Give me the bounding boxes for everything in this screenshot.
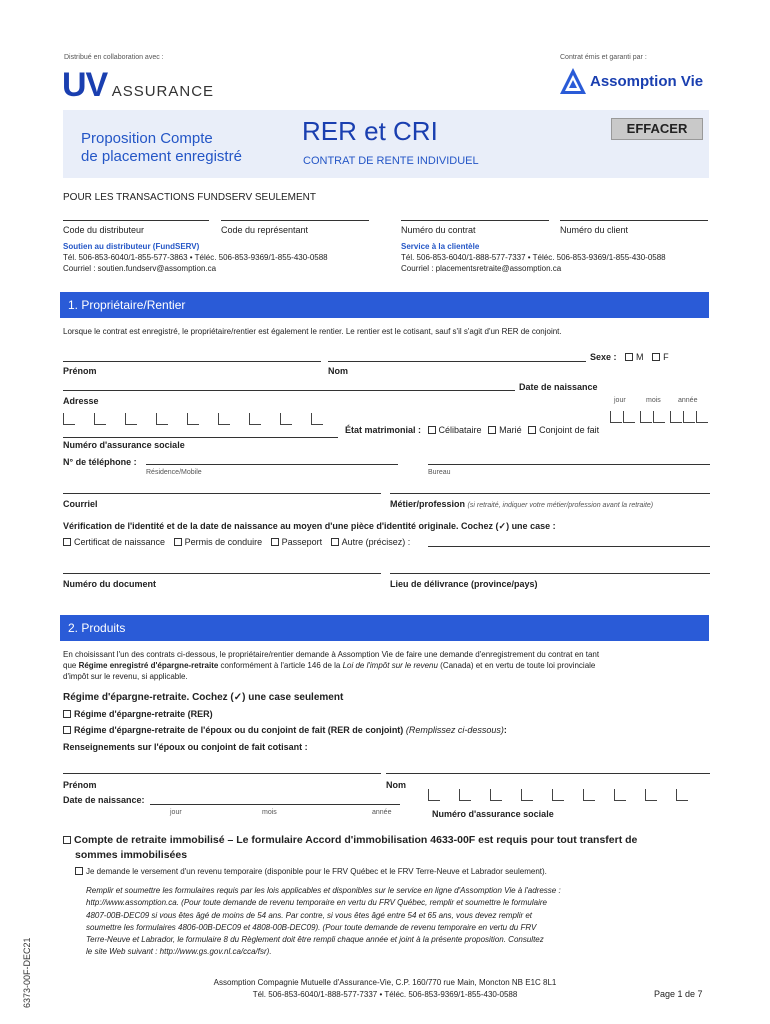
footer-address: Assomption Compagnie Mutuelle d'Assurance-Vie, C.P. 160/770 rue Main, Moncton NB E1C 8L1 [213,978,557,987]
metier-label: Métier/profession [390,499,466,509]
uv-logo [62,66,214,105]
dob-digit-boxes[interactable] [610,405,710,429]
fundserv-heading: POUR LES TRANSACTIONS FUNDSERV SEULEMENT [63,192,317,203]
page-number: Page 1 de 7 [654,989,703,999]
dob-annee-label: année [678,397,698,404]
note-line-3: 4807-00B-DEC09 si vous êtes âgé de moins de 54 ans. Par contre, si vous êtes âgé entre 54 et 65 ans, vous devez remplir et [86,910,533,920]
rer-conjoint-colon: : [503,725,507,735]
lieu-field[interactable] [390,573,710,574]
telephone-bureau-field[interactable] [428,464,710,465]
dob-mois-label: mois [646,397,661,404]
sexe-f-checkbox[interactable] [652,353,660,361]
code-representant-field[interactable] [221,220,369,221]
nas-baseline [63,437,338,438]
spouse-info-label: Renseignements sur l'époux ou conjoint de fait cotisant : [63,742,308,752]
p2-b: Régime enregistré d'épargne-retraite [78,661,219,670]
section2-p1: En choisissant l'un des contrats ci-dessous, le propriétaire/rentier demande à Assomption Vie de faire une demande d'enregistrement du contrat en tant [63,650,600,659]
spouse-dob-text: Date de naissance [63,795,142,805]
certificat-label: Certificat de naissance [74,537,166,547]
id-option-passeport[interactable] [271,537,323,547]
title-left-band [63,110,289,178]
id-option-certificat[interactable] [63,537,165,547]
numero-client-label: Numéro du client [560,225,629,235]
rer-label: Régime d'épargne-retraite (RER) [74,709,213,719]
client-service-email: Courriel : placementsretraite@assomption.ca [401,264,562,273]
id-option-autre[interactable] [331,537,411,547]
subtitle: CONTRAT DE RENTE INDIVIDUEL [303,155,479,167]
celibataire-label: Célibataire [438,425,482,435]
section2-p3: d'impôt sur le revenu, si applicable. [63,672,188,681]
numero-contrat-field[interactable] [401,220,549,221]
note-line-6: le site Web suivant : http://www.gs.gov.nl.ca/cca/fsr). [86,947,272,957]
av-logo-icon [558,66,588,96]
certificat-checkbox[interactable] [63,538,71,546]
nas-label: Numéro d'assurance sociale [63,440,185,450]
av-logo-word: Assomption Vie [590,72,704,90]
cri-option[interactable] [63,834,637,846]
av-logo [558,66,703,96]
metier-label-row [390,499,653,509]
spouse-nas-digit-boxes[interactable] [428,785,708,805]
conjoint-checkbox[interactable] [528,426,536,434]
sexe-f-label: F [663,352,669,362]
p2-c: conformément à l'article 146 de la [218,661,343,670]
marie-label: Marié [499,425,522,435]
autre-precisez-field[interactable] [428,546,710,547]
uv-logo-word: ASSURANCE [111,83,215,100]
client-service-title: Service à la clientèle [401,242,480,251]
rer-conjoint-checkbox[interactable] [63,726,71,734]
telephone-residence-field[interactable] [146,464,398,465]
bureau-label: Bureau [428,469,451,476]
regime-title: Régime d'épargne-retraite. Cochez (✓) une case seulement [63,692,344,703]
rer-conjoint-label: Régime d'épargne-retraite de l'époux ou du conjoint de fait (RER de conjoint) [74,725,404,735]
uv-logo-letters: UV [62,66,108,104]
p2-a: que [63,661,79,670]
celibataire-option[interactable] [428,425,482,435]
prenom-field[interactable] [63,361,321,362]
footer-phones: Tél. 506-853-6040/1-888-577-7337 • Téléc. 506-853-9369/1-855-430-0588 [252,990,518,999]
p2-d: Loi de l'impôt sur le revenu [342,661,438,670]
conjoint-label: Conjoint de fait [539,425,600,435]
main-title: RER et CRI [302,116,438,146]
numero-document-field[interactable] [63,573,381,574]
spouse-nas-label: Numéro d'assurance sociale [432,809,554,819]
permis-checkbox[interactable] [174,538,182,546]
sexe-text: Sexe : [590,352,617,362]
spouse-prenom-field[interactable] [63,773,381,774]
id-option-permis[interactable] [174,537,263,547]
id-options [63,537,410,547]
p2-e: (Canada) et en vertu de toute loi provinciale [437,661,596,670]
section2-p2 [63,661,595,670]
regime-conjoint-option[interactable] [63,725,507,735]
residence-label: Résidence/Mobile [146,469,202,476]
lieu-label: Lieu de délivrance (province/pays) [390,579,538,589]
spouse-dob-label: Date de naissance: [63,795,145,805]
spouse-nom-field[interactable] [386,773,710,774]
nom-label: Nom [328,366,348,376]
support-title: Soutien au distributeur (FundSERV) [63,242,200,251]
passeport-checkbox[interactable] [271,538,279,546]
frv-label: Je demande le versement d'un revenu temporaire (disponible pour le FRV Québec et le FRV Terre-Neuve et Labrador seulement). [86,867,547,876]
issuer-label: Contrat émis et garanti par : [560,54,647,61]
frv-option[interactable] [75,867,547,876]
note-line-5: Terre-Neuve et Labrador, le formulaire 8 du Règlement doit être rempli chaque année et joint à la présente proposition. Consultez [86,935,544,945]
sexe-m-checkbox[interactable] [625,353,633,361]
marie-option[interactable] [488,425,522,435]
spouse-jour-label: jour [170,809,182,816]
sexe-m-label: M [636,352,644,362]
spouse-nom-label: Nom [386,780,406,790]
date-naissance-label: Date de naissance [519,382,598,392]
nas-digit-boxes[interactable] [63,407,343,431]
autre-checkbox[interactable] [331,538,339,546]
courriel-label: Courriel [63,499,98,509]
spouse-annee-label: année [372,809,392,816]
clear-button[interactable]: EFFACER [611,118,703,140]
cri-line2: sommes immobilisées [75,849,188,861]
title-left-line2: de placement enregistré [81,148,242,165]
frv-checkbox[interactable] [75,867,83,875]
courriel-field[interactable] [63,493,381,494]
code-representant-label: Code du représentant [221,225,309,235]
metier-note: (si retraité, indiquer votre métier/profession avant la retraite) [467,502,654,509]
form-code: 6373-00F-DEC21 [22,937,32,1008]
conjoint-option[interactable] [528,425,599,435]
numero-client-field[interactable] [560,220,708,221]
prenom-label: Prénom [63,366,97,376]
client-service-tel: Tél. 506-853-6040/1-888-577-7337 • Téléc. 506-853-9369/1-855-430-0588 [401,253,666,262]
sexe-f-option[interactable] [652,352,669,362]
sexe-m-option[interactable] [625,352,644,362]
marie-checkbox[interactable] [488,426,496,434]
verification-text: Vérification de l'identité et de la date de naissance au moyen d'une pièce d'identité originale. Cochez (✓) une case : [63,521,556,531]
note-line-2: http://www.assomption.ca. (Pour toute demande de revenu temporaire en vertu du FRV Québec, remplir et soumettre le formulaire [86,898,547,908]
code-distributeur-label: Code du distributeur [63,225,145,235]
section1-header: 1. Propriétaire/Rentier [60,292,709,318]
passeport-label: Passeport [281,537,323,547]
numero-document-label: Numéro du document [63,579,157,589]
distributed-label: Distribué en collaboration avec : [64,54,164,61]
support-email: Courriel : soutien.fundserv@assomption.ca [63,264,217,273]
nom-field[interactable] [328,361,586,362]
sexe-label [590,352,669,362]
permis-label: Permis de conduire [184,537,263,547]
section2-header: 2. Produits [60,615,709,641]
regime-rer-option[interactable] [63,709,213,719]
dob-jour-label: jour [614,397,626,404]
code-distributeur-field[interactable] [63,220,209,221]
rer-checkbox[interactable] [63,710,71,718]
adresse-label: Adresse [63,396,99,406]
rer-conjoint-note: (Remplissez ci-dessous) [405,725,504,735]
numero-contrat-label: Numéro du contrat [401,225,476,235]
note-line-1: Remplir et soumettre les formulaires requis par les lois applicables et disponibles sur le service en ligne d'Assomption Vie à l'adresse : [86,886,561,895]
autre-label: Autre (précisez) : [341,537,411,547]
title-left-line1: Proposition Compte [81,130,213,147]
note-line-4: soumettre les formulaires 4806-00B-DEC09 et 4808-00B-DEC09). (Pour toute demande de revenu temporaire en vertu du FRV [86,922,537,932]
etat-matrimonial [345,425,599,435]
section1-intro: Lorsque le contrat est enregistré, le propriétaire/rentier est également le rentier. Le rentier est le cotisant, sauf s'il s'agit d'un RER de conjoint. [63,327,562,336]
cri-checkbox[interactable] [63,836,71,844]
spouse-dob-field[interactable] [150,804,400,805]
metier-field[interactable] [390,493,710,494]
support-tel: Tél. 506-853-6040/1-855-577-3863 • Téléc. 506-853-9369/1-855-430-0588 [63,253,328,262]
spouse-prenom-label: Prénom [63,780,97,790]
cri-line1: Compte de retraite immobilisé – Le formulaire Accord d'immobilisation 4633-00F est requis pour tout transfert de [74,834,638,846]
spouse-mois-label: mois [262,809,277,816]
celibataire-checkbox[interactable] [428,426,436,434]
frv-note [86,885,696,959]
etat-label: État matrimonial : [345,425,422,435]
telephone-label: N° de téléphone : [63,457,137,467]
adresse-line1[interactable] [63,390,515,391]
